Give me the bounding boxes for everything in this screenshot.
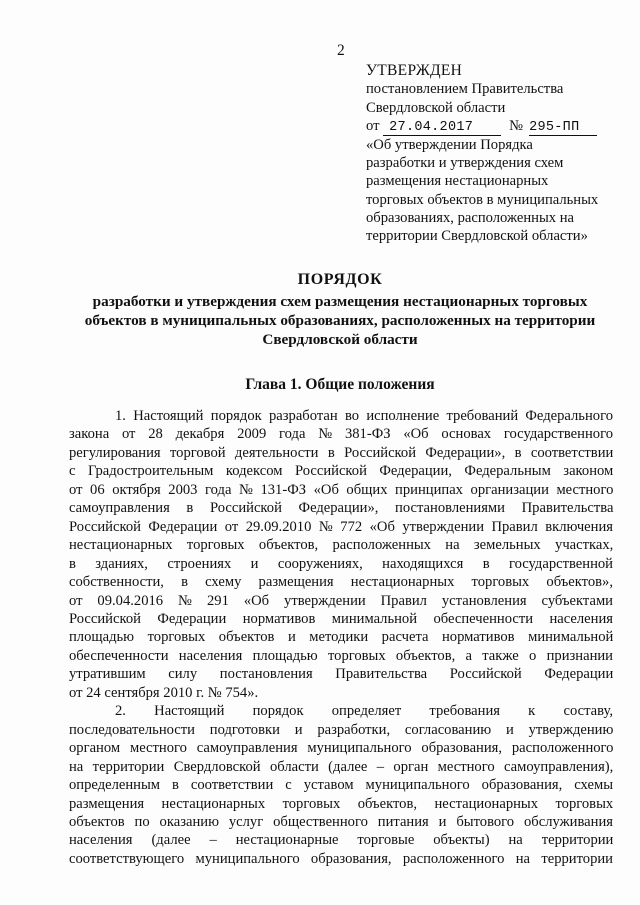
page-number: 2 [337, 42, 345, 59]
body-line: объектов по оказанию услуг общественного питания и бытового обслуживания [69, 813, 613, 830]
subtitle-line: объектов в муниципальных образованиях, расположенных на территории [84, 312, 596, 329]
body-line: определенным в соответствии с уставом муниципального образования, схемы [69, 777, 613, 794]
resolution-line: торговых объектов в муниципальных [366, 191, 599, 208]
approval-date: 27.04.2017 [383, 121, 501, 136]
resolution-line: разработки и утверждения схем [366, 155, 564, 172]
body-line: от 24 сентября 2010 г. № 754». [69, 684, 259, 701]
approval-heading: УТВЕРЖДЕН [366, 62, 463, 79]
body-line: самоуправления в Российской Федерации», постановлениями Правительства [69, 500, 614, 517]
body-line: населения (далее – нестационарные торговые объекты) на территории [69, 832, 614, 849]
body-line: органом местного самоуправления муниципального образования, расположенного [69, 740, 614, 757]
from-label: от [366, 117, 380, 134]
body-line: с Градостроительным кодексом Российской Федерации, Федеральным законом [69, 463, 614, 480]
body-line: размещения нестационарных торговых объектов, нестационарных торговых [69, 795, 614, 812]
body-text [69, 407, 613, 868]
body-line: утратившим силу постановления Правительства Российской Федерации [69, 666, 614, 683]
body-line: площадью торговых объектов и методики расчета нормативов минимальной [69, 629, 614, 646]
body-line: Российской Федерации нормативов минимальной обеспеченности населения [69, 610, 613, 627]
approval-date-number-line [366, 117, 628, 136]
document-subtitle [70, 292, 610, 349]
body-line: 2. Настоящий порядок определяет требования к составу, [115, 703, 613, 720]
body-line: в зданиях, строениях и сооружениях, находящихся в государственной [69, 555, 613, 572]
resolution-line: размещения нестационарных [366, 173, 549, 190]
body-line: последовательности подготовки и разработки, согласованию и утверждению [69, 721, 614, 738]
body-line: закона от 28 декабря 2009 года № 381-ФЗ «Об основах государственного [69, 426, 613, 443]
approval-number: 295-ПП [529, 121, 597, 136]
body-line: на территории Свердловской области (далее – орган местного самоуправления), [69, 758, 614, 775]
resolution-line: образованиях, расположенных на [366, 210, 574, 227]
document-title-block [70, 270, 610, 349]
body-line: регулирования торговой деятельности в Российской Федерации», в соответствии [69, 444, 614, 461]
document-title: ПОРЯДОК [297, 271, 383, 288]
resolution-line: территории Свердловской области» [366, 228, 588, 245]
approval-stamp-block [366, 62, 628, 246]
number-sign-label: № [509, 117, 524, 134]
body-line: нестационарных торговых объектов, расположенных на земельных участках, [69, 537, 614, 554]
body-line: соответствующего муниципального образования, расположенного на территории [69, 850, 613, 867]
resolution-line: «Об утверждении Порядка [366, 136, 533, 153]
body-line: 1. Настоящий порядок разработан во исполнение требований Федерального [115, 408, 613, 424]
body-line: от 09.04.2016 № 291 «Об утверждении Правил установления субъектами [69, 592, 613, 609]
subtitle-line: Свердловской области [262, 331, 418, 348]
approval-line-2: Свердловской области [366, 99, 506, 116]
body-line: Российской Федерации от 29.09.2010 № 772 «Об утверждении Правил включения [69, 518, 613, 535]
chapter-heading: Глава 1. Общие положения [245, 376, 435, 393]
approval-line-1: постановлением Правительства [366, 81, 564, 98]
subtitle-line: разработки и утверждения схем размещения нестационарных торговых [92, 293, 588, 310]
body-line: обеспеченности населения площадью торговых объектов, а также о признании [69, 647, 613, 664]
body-line: собственности, в схему размещения нестационарных торговых объектов», [69, 574, 613, 591]
body-line: от 06 октября 2003 года № 131-ФЗ «Об общих принципах организации местного [69, 481, 614, 498]
